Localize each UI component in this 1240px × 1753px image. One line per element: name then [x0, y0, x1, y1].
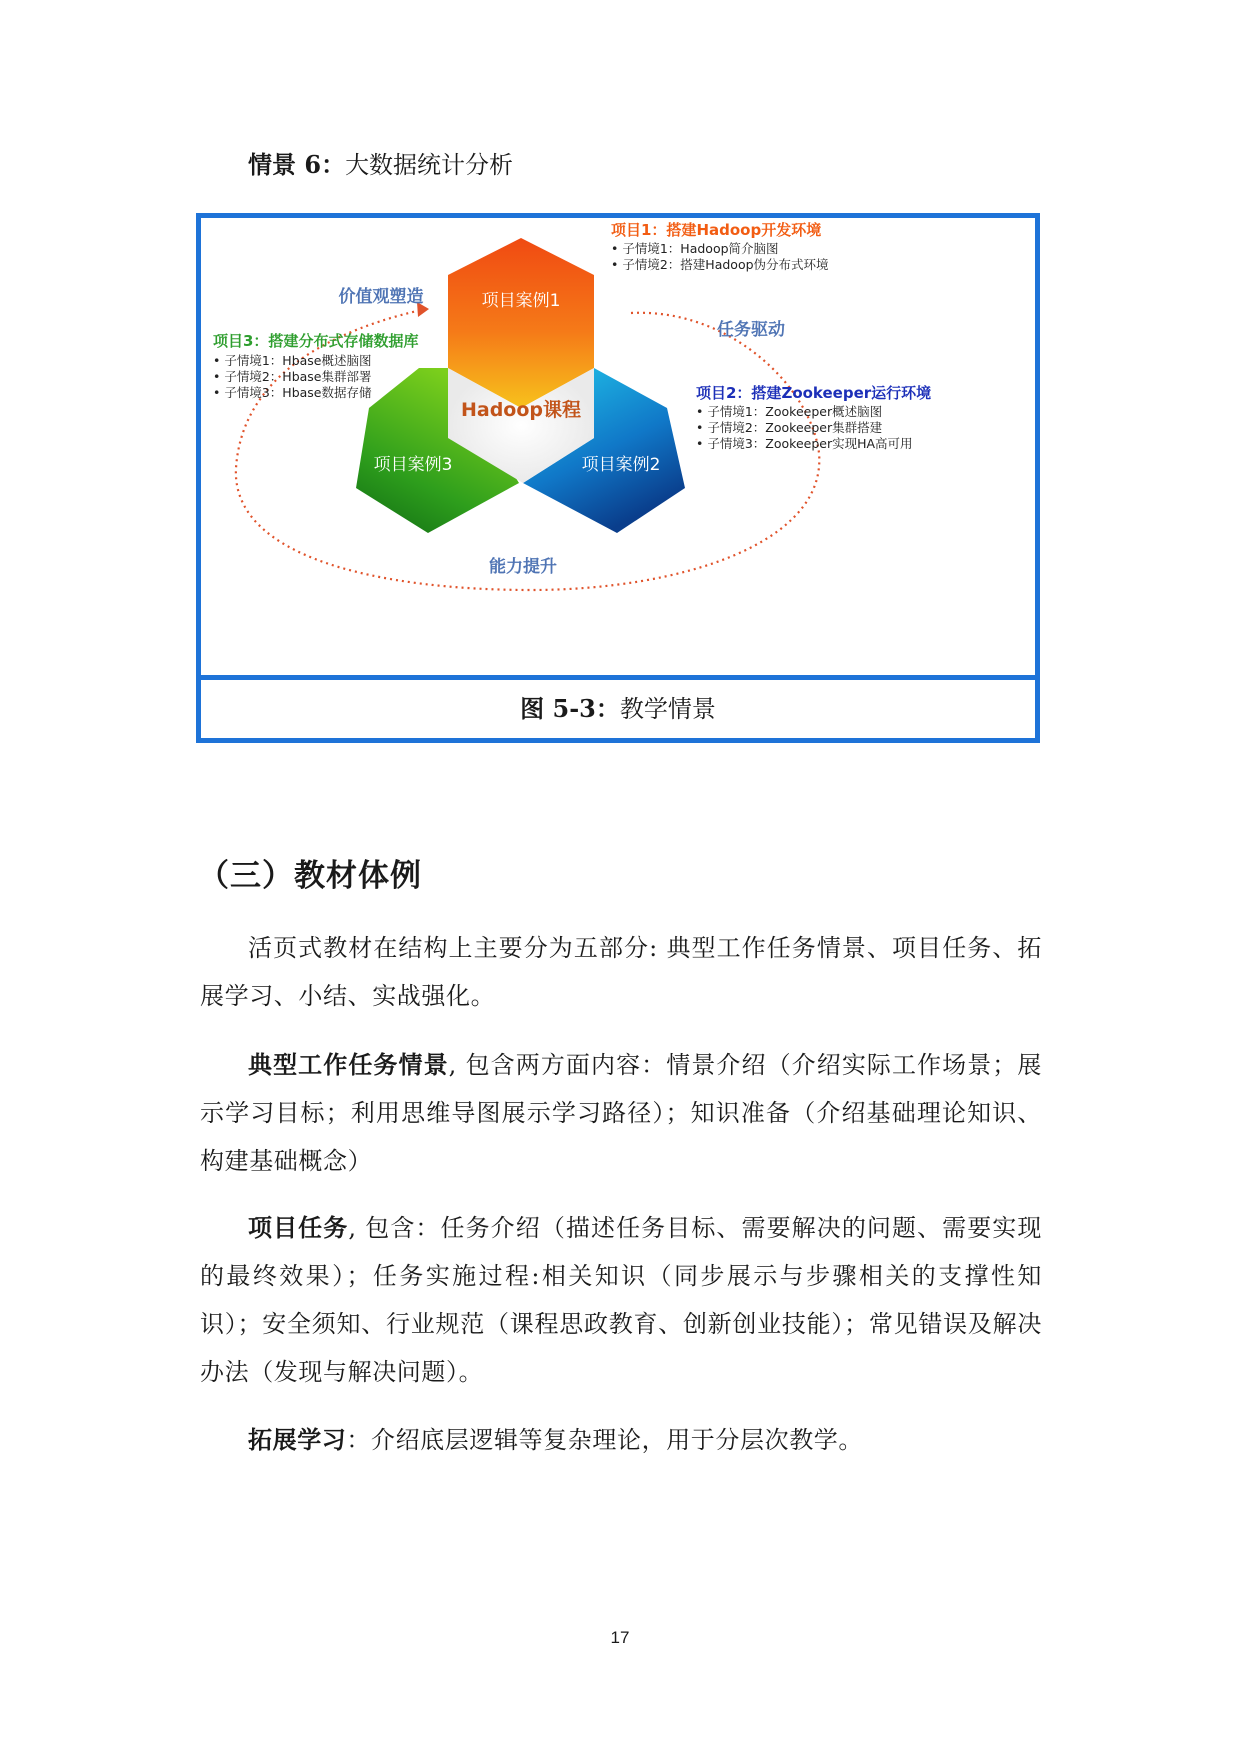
project1-title: 项目1：搭建Hadoop开发环境: [611, 221, 822, 239]
hex3-label: 项目案例3: [373, 455, 453, 475]
paragraph-typical-scene: [200, 1041, 1042, 1185]
project1-item: • 子情境2：搭建Hadoop伪分布式环境: [611, 257, 829, 272]
center-label: Hadoop课程: [460, 399, 582, 421]
project3-title: 项目3：搭建分布式存储数据库: [213, 332, 419, 350]
hex2-label: 项目案例2: [581, 455, 661, 475]
hex1-label: 项目案例1: [481, 291, 561, 311]
scene-title-text: 大数据统计分析: [345, 151, 514, 179]
figure-caption: [201, 680, 1035, 738]
project2-item: • 子情境3：Zookeeper实现HA高可用: [696, 436, 913, 451]
cycle-task-label: 任务驱动: [717, 320, 785, 340]
paragraph-keyword: 拓展学习: [248, 1425, 347, 1454]
paragraph-project-task: [200, 1204, 1042, 1396]
project2-item: • 子情境1：Zookeeper概述脑图: [696, 404, 883, 419]
section-heading: （三）教材体例: [198, 858, 422, 894]
cycle-value-label: 价值观塑造: [338, 287, 424, 307]
scene-label: 情景 6: [248, 150, 322, 179]
scene-colon: ：: [321, 150, 346, 179]
cycle-ability-label: 能力提升: [489, 557, 557, 577]
paragraph-text: ：介绍底层逻辑等复杂理论，用于分层次教学。: [346, 1426, 864, 1454]
project3-item: • 子情境1：Hbase概述脑图: [213, 353, 372, 368]
figure-box: [196, 213, 1040, 743]
scene-title: [248, 148, 513, 182]
project2-item: • 子情境2：Zookeeper集群搭建: [696, 420, 883, 435]
page-number: 17: [610, 1628, 630, 1647]
project2-title: 项目2：搭建Zookeeper运行环境: [696, 384, 932, 402]
paragraph-keyword: 项目任务: [248, 1213, 349, 1242]
paragraph-keyword: 典型工作任务情景: [248, 1050, 449, 1079]
teaching-scene-diagram: [201, 218, 1035, 680]
figure-colon: ：: [595, 694, 620, 723]
paragraph-structure: 活页式教材在结构上主要分为五部分: 典型工作任务情景、项目任务、拓展学习、小结、实战强化。: [200, 934, 1042, 1010]
paragraph-text: , 包含：任务介绍（描述任务目标、需要解决的问题、需要实现的最终效果）；任务实施过程:相关知识（同步展示与步骤相关的支撑性知识）；安全须知、行业规范（课程思政教育、创新创业技能）；常见错误及解决办法（发现与解决问题）。: [200, 1214, 1042, 1386]
figure-caption-text: 教学情景: [619, 695, 716, 723]
figure-label: 图 5-3: [520, 694, 596, 723]
paragraph-extended-learning: [200, 1416, 1042, 1464]
paragraph-text: , 包含两方面内容：情景介绍（介绍实际工作场景；展示学习目标；利用思维导图展示学习路径）；知识准备（介绍基础理论知识、构建基础概念）: [200, 1051, 1042, 1175]
project3-item: • 子情境2：Hbase集群部署: [213, 369, 372, 384]
project1-item: • 子情境1：Hadoop简介脑图: [611, 241, 779, 256]
project3-item: • 子情境3：Hbase数据存储: [213, 385, 372, 400]
